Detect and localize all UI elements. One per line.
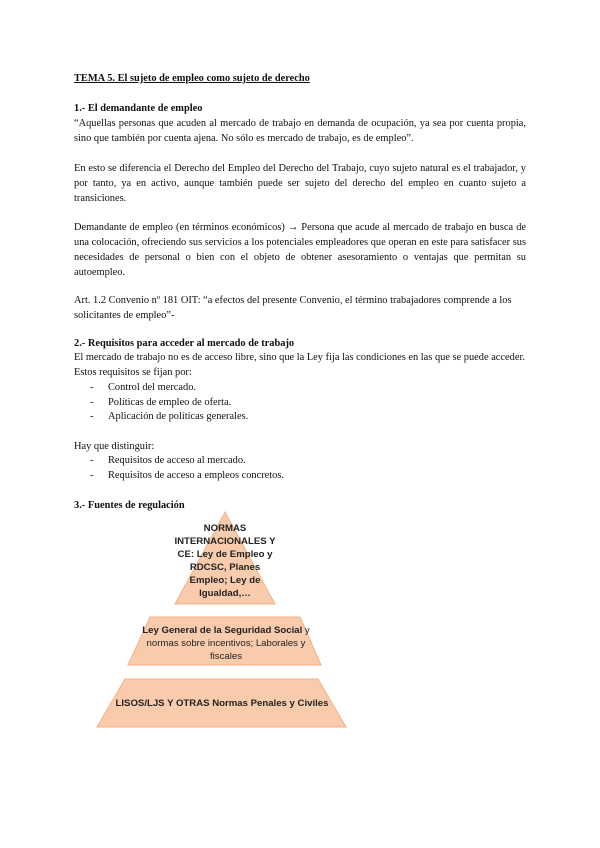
bullet-dash: - bbox=[90, 455, 94, 466]
page-title: TEMA 5. El sujeto de empleo como sujeto de derecho bbox=[74, 73, 310, 84]
pyramid-bottom-text: LISOS/LJS Y OTRAS Normas Penales y Civiles bbox=[115, 698, 329, 709]
pyramid-top-line: Empleo; Ley de bbox=[189, 575, 261, 586]
section-3-heading: 3.- Fuentes de regulación bbox=[74, 500, 185, 511]
pyramid-top-text bbox=[160, 522, 290, 600]
bullet-dash: - bbox=[90, 397, 94, 408]
list-item-text: Políticas de empleo de oferta. bbox=[108, 397, 232, 408]
bullet-dash: - bbox=[90, 470, 94, 481]
list-item-text: Requisitos de acceso a empleos concretos. bbox=[108, 470, 285, 481]
section-1-paragraph-2: Demandante de empleo (en términos económicos) → Persona que acude al mercado de trabajo en busca de una colocación, ofreciendo sus servicios a los potenciales empleadores que operan en este para satisfacer sus necesidades de personal o bien con el objeto de obtener asesoramiento o ventajas que permitan su autoempleo. bbox=[74, 222, 526, 278]
section-1-quote: “Aquellas personas que acuden al mercado de trabajo en demanda de ocupación, ya sea por cuenta propia, sino que también por cuenta ajena. No sólo es mercado de trabajo, es de empleo”. bbox=[74, 118, 526, 144]
list-item-text: Control del mercado. bbox=[108, 382, 197, 393]
list-item-text: Aplicación de políticas generales. bbox=[108, 411, 249, 422]
section-2-heading: 2.- Requisitos para acceder al mercado de trabajo bbox=[74, 338, 295, 349]
bullet-dash: - bbox=[90, 382, 94, 393]
section-1-paragraph-1: En esto se diferencia el Derecho del Empleo del Derecho del Trabajo, cuyo sujeto natural es el trabajador, y por tanto, ya en activo, aunque también puede ser sujeto del derecho del empleo en cuanto sujeto a transiciones. bbox=[74, 163, 526, 204]
pyramid-middle-rest: y normas sobre incentivos; Laborales y fiscales bbox=[146, 625, 310, 662]
section-2-intro: El mercado de trabajo no es de acceso libre, sino que la Ley fija las condiciones en las que se puede acceder. Estos requisitos se fijan por: bbox=[74, 352, 525, 378]
pyramid-middle-text bbox=[136, 624, 316, 663]
pyramid-top-line: RDCSC, Planes bbox=[189, 562, 261, 573]
section-1-paragraph-3: Art. 1.2 Convenio nº 181 OIT: “a efectos del presente Convenio, el término trabajadores comprende a los solicitantes de empleo”- bbox=[74, 295, 512, 321]
pyramid-top-line: CE: Ley de Empleo y bbox=[177, 549, 273, 560]
pyramid-middle-bold: Ley General de la Seguridad Social bbox=[142, 625, 303, 636]
section-1-heading: 1.- El demandante de empleo bbox=[74, 103, 203, 114]
list-item-text: Requisitos de acceso al mercado. bbox=[108, 455, 246, 466]
bullet-dash: - bbox=[90, 411, 94, 422]
pyramid-top-line: NORMAS bbox=[203, 523, 247, 534]
pyramid-top-line: INTERNACIONALES Y bbox=[174, 536, 276, 547]
pyramid-top-line: Igualdad,… bbox=[199, 588, 251, 599]
section-2-distinguish: Hay que distinguir: bbox=[74, 441, 155, 452]
